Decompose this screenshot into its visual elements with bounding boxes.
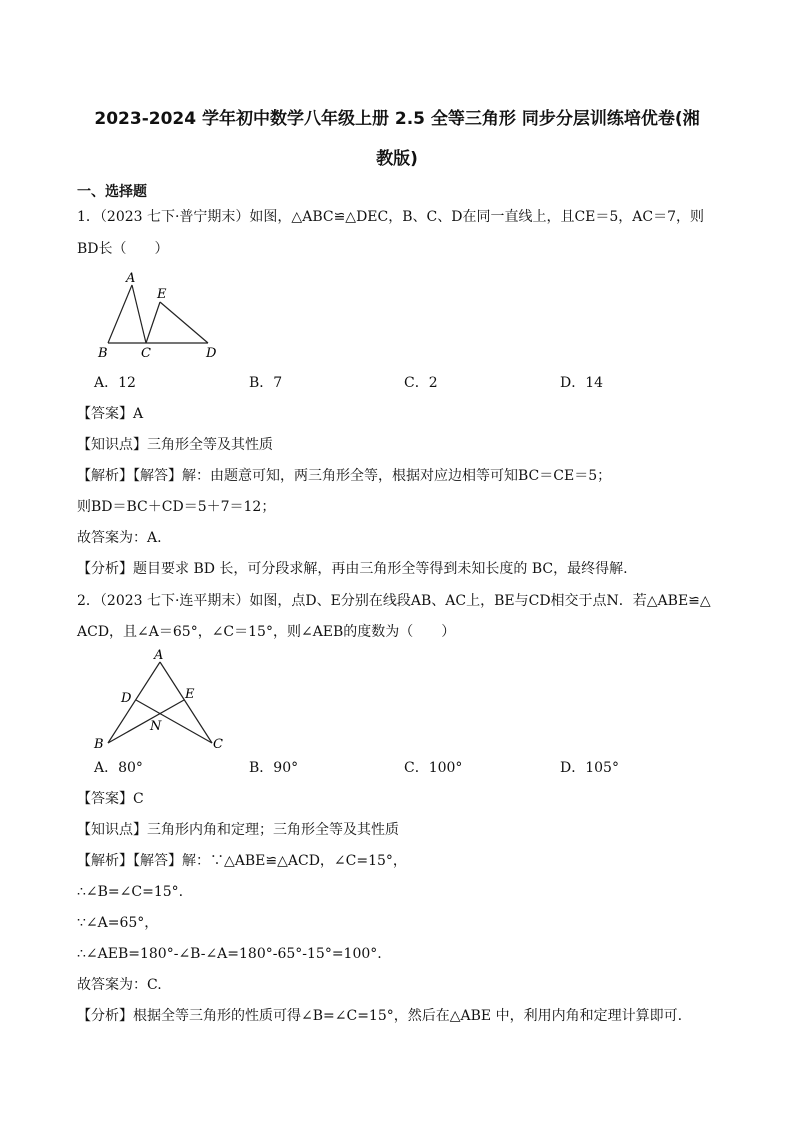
- q2-comment: 【分析】根据全等三角形的性质可得∠B=∠C=15°，然后在△ABE 中，利用内角和定理计算即可.: [77, 1008, 683, 1024]
- q1-stem-line-1: 1．（2023 七下·普宁期末）如图，△ABC≌△DEC，B、C、D在同一直线上，且CE＝5，AC＝7，则: [77, 209, 705, 225]
- q1-analysis-1: 【解析】【解答】解：由题意可知，两三角形全等，根据对应边相等可知BC＝CE＝5；: [77, 468, 612, 484]
- q2-answer: 【答案】C: [77, 791, 144, 807]
- q2-analysis-3: ∵∠A=65°，: [77, 915, 159, 931]
- q2-label-b: B: [94, 737, 104, 752]
- q1-segment-ac: [132, 285, 146, 343]
- q2-segment-cd: [136, 700, 212, 743]
- q1-option-b: B．7: [249, 375, 283, 391]
- q2-option-d: D．105°: [560, 760, 619, 776]
- q1-option-d: D．14: [560, 375, 604, 391]
- q1-segment-ce: [146, 302, 160, 343]
- q1-analysis-2: 则BD＝BC＋CD＝5＋7＝12；: [77, 499, 276, 515]
- q2-figure: [88, 646, 238, 754]
- q2-segment-ac: [160, 662, 212, 743]
- q1-knowledge: 【知识点】三角形全等及其性质: [77, 437, 273, 453]
- title-line-2: 教版): [376, 149, 418, 169]
- q1-option-a: A．12: [94, 375, 136, 391]
- q2-label-c: C: [213, 737, 223, 752]
- q2-stem-line-1: 2．（2023 七下·连平期末）如图，点D、E分别在线段AB、AC上，BE与CD相交于点N．若△ABE≌△: [77, 593, 711, 609]
- q1-segment-ab: [108, 285, 132, 343]
- q2-analysis-5: 故答案为：C.: [77, 977, 162, 993]
- section-heading: 一、选择题: [77, 184, 147, 200]
- q1-label-a: A: [126, 271, 136, 286]
- q1-answer: 【答案】A: [77, 406, 144, 422]
- q2-label-a: A: [154, 648, 164, 663]
- q1-figure: [90, 268, 230, 364]
- q2-analysis-2: ∴∠B=∠C=15°.: [77, 884, 184, 900]
- q2-label-d: D: [121, 691, 132, 706]
- q1-analysis-3: 故答案为：A.: [77, 530, 162, 546]
- q1-segment-ed: [160, 302, 208, 343]
- title-line-1: 2023-2024 学年初中数学八年级上册 2.5 全等三角形 同步分层训练培优卷(湘: [94, 109, 700, 129]
- q1-comment: 【分析】题目要求 BD 长，可分段求解，再由三角形全等得到未知长度的 BC，最终得解.: [77, 561, 628, 577]
- q2-option-b: B．90°: [249, 760, 299, 776]
- q1-stem-line-2: BD长（ ）: [77, 241, 169, 257]
- q2-stem-line-2: ACD，且∠A＝65°，∠C＝15°，则∠AEB的度数为（ ）: [77, 624, 456, 640]
- q2-label-e: E: [185, 687, 195, 702]
- q2-analysis-4: ∴∠AEB=180°-∠B-∠A=180°-65°-15°=100°.: [77, 946, 382, 962]
- q2-knowledge: 【知识点】三角形内角和定理；三角形全等及其性质: [77, 822, 399, 838]
- q1-label-d: D: [206, 346, 217, 361]
- q2-segment-be: [108, 700, 184, 743]
- q1-label-e: E: [157, 287, 167, 302]
- q2-label-n: N: [150, 719, 162, 734]
- q2-option-c: C．100°: [404, 760, 463, 776]
- q1-option-c: C．2: [404, 375, 438, 391]
- q1-label-b: B: [98, 346, 108, 361]
- q2-analysis-1: 【解析】【解答】解：∵△ABE≌△ACD，∠C=15°，: [77, 853, 407, 869]
- q2-option-a: A．80°: [94, 760, 143, 776]
- q1-label-c: C: [141, 346, 151, 361]
